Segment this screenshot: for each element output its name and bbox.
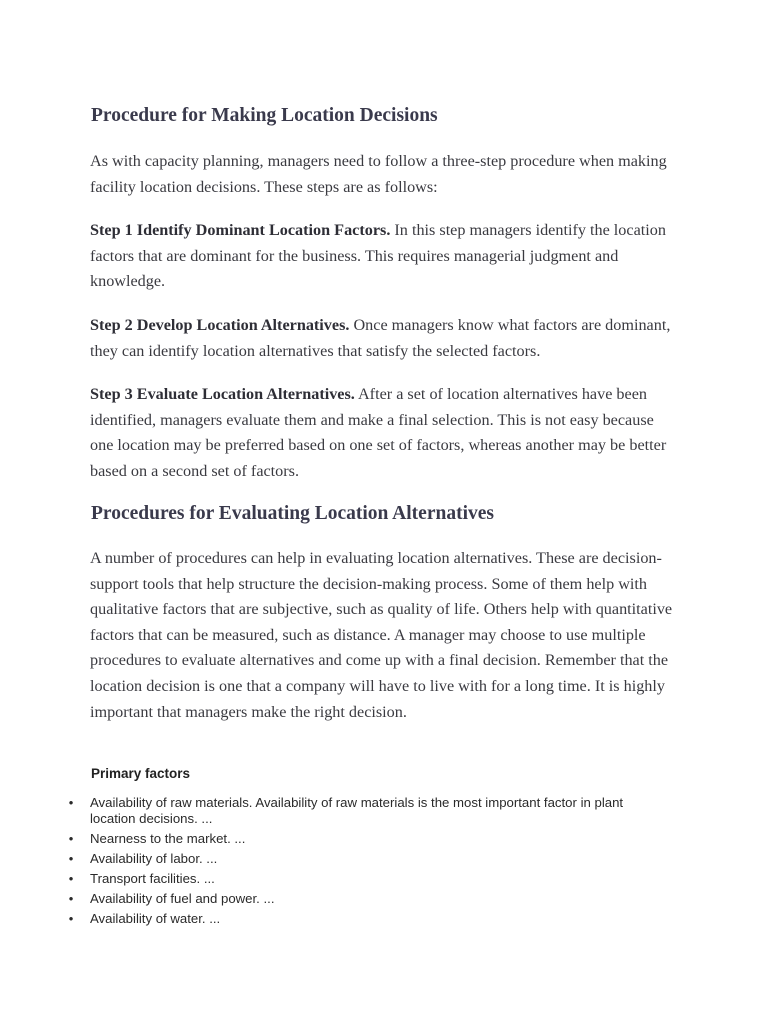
bullet-icon: • (68, 795, 74, 810)
step-2-title: Step 2 Develop Location Alternatives. (90, 316, 350, 334)
bullet-icon: • (68, 871, 74, 886)
step-3-title: Step 3 Evaluate Location Alternatives. (90, 385, 355, 403)
list-item-text: Nearness to the market. ... (90, 831, 246, 846)
list-item (62, 871, 662, 887)
bullet-icon: • (68, 911, 74, 926)
bullet-icon: • (68, 831, 74, 846)
bullet-icon: • (68, 891, 74, 906)
evaluation-paragraph: A number of procedures can help in evaluating location alternatives. These are decision-support tools that help structure the decision-making process. Some of them help with qualitative factors that are subjective, such as quality of life. Others help with quantitative factors that can be measured, such as distance. A manager may choose to use multiple procedures to evaluate alternatives and come up with a final decision. Remember that the location decision is one that a company will have to live with for a long time. It is highly important that managers make the right decision. (90, 549, 673, 721)
list-item (62, 911, 662, 927)
bullet-icon: • (68, 851, 74, 866)
step-1-title: Step 1 Identify Dominant Location Factors. (90, 221, 391, 239)
list-item-text: Availability of labor. ... (90, 851, 218, 866)
list-item-text: Availability of fuel and power. ... (90, 891, 275, 906)
section-heading-evaluating-alternatives: Procedures for Evaluating Location Alternatives (91, 503, 494, 524)
list-item-text: Availability of water. ... (90, 911, 221, 926)
list-item-text: Transport facilities. ... (90, 871, 215, 886)
step-1-text: In this step managers identify the location factors that are dominant for the business. This requires managerial judgment and knowledge. (90, 221, 666, 291)
section-heading-location-decisions: Procedure for Making Location Decisions (91, 105, 438, 126)
step-2-paragraph (90, 313, 680, 364)
list-item (62, 851, 662, 867)
list-item (62, 891, 662, 907)
primary-factors-list (62, 795, 662, 931)
step-2-text: Once managers know what factors are dominant, they can identify location alternatives that satisfy the selected factors. (90, 316, 671, 360)
step-3-paragraph (90, 382, 680, 484)
step-3-text: After a set of location alternatives have been identified, managers evaluate them and make a final selection. This is not easy because one location may be preferred based on one set of factors, whereas another may be better based on a second set of factors. (90, 385, 667, 480)
list-item (62, 795, 662, 827)
intro-paragraph: As with capacity planning, managers need to follow a three-step procedure when making facility location decisions. These steps are as follows: (90, 152, 667, 196)
primary-factors-heading: Primary factors (91, 766, 191, 781)
list-item (62, 831, 662, 847)
list-item-text: Availability of raw materials. Availability of raw materials is the most important factor in plant location decisions. ... (90, 795, 624, 826)
step-1-paragraph (90, 218, 680, 295)
